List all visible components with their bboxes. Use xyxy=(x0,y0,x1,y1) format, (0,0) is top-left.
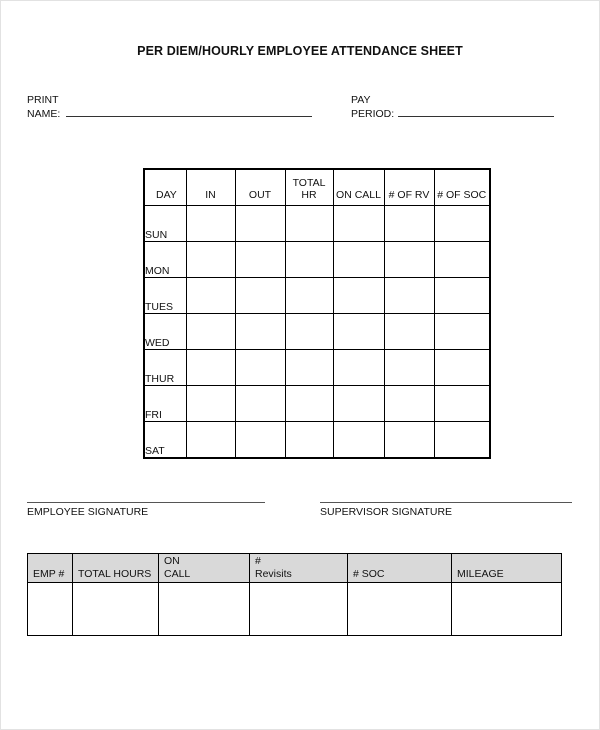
header-revisits-line1: # xyxy=(255,555,261,567)
header-mileage: MILEAGE xyxy=(452,554,562,583)
header-on-call-line1: ON xyxy=(164,555,180,567)
in-cell[interactable] xyxy=(186,386,235,422)
attendance-header-row xyxy=(144,169,490,206)
header-day: DAY xyxy=(144,169,186,206)
header-revisits xyxy=(250,554,348,583)
header-total-hr xyxy=(285,169,333,206)
attendance-table xyxy=(143,168,491,459)
on-call-cell[interactable] xyxy=(333,242,384,278)
out-cell[interactable] xyxy=(235,422,285,459)
print-name-field[interactable] xyxy=(27,94,312,121)
out-cell[interactable] xyxy=(235,242,285,278)
print-name-underline[interactable] xyxy=(66,107,312,117)
total-hr-cell[interactable] xyxy=(285,242,333,278)
in-cell[interactable] xyxy=(186,350,235,386)
out-cell[interactable] xyxy=(235,350,285,386)
soc-cell[interactable] xyxy=(434,278,490,314)
on-call-cell[interactable] xyxy=(333,350,384,386)
rv-cell[interactable] xyxy=(384,206,434,242)
in-cell[interactable] xyxy=(186,314,235,350)
on-call-cell[interactable] xyxy=(333,422,384,459)
pay-period-underline[interactable] xyxy=(398,107,554,117)
on-call-cell[interactable] xyxy=(159,583,250,636)
attendance-row-wed xyxy=(144,314,490,350)
attendance-row-sat xyxy=(144,422,490,459)
attendance-row-sun xyxy=(144,206,490,242)
page-title: PER DIEM/HOURLY EMPLOYEE ATTENDANCE SHEET xyxy=(137,44,463,58)
out-cell[interactable] xyxy=(235,314,285,350)
header-on-call: ON CALL xyxy=(333,169,384,206)
summary-table xyxy=(27,553,562,636)
revisits-cell[interactable] xyxy=(250,583,348,636)
print-name-label-line1: PRINT xyxy=(27,94,59,106)
pay-period-label-line2: PERIOD: xyxy=(351,108,395,120)
header-on-call xyxy=(159,554,250,583)
total-hr-cell[interactable] xyxy=(285,206,333,242)
soc-cell[interactable] xyxy=(434,386,490,422)
print-name-label-line2: NAME: xyxy=(27,108,61,120)
header-emp: EMP # xyxy=(28,554,73,583)
soc-cell[interactable] xyxy=(434,350,490,386)
pay-period-field[interactable] xyxy=(351,94,554,121)
total-hr-cell[interactable] xyxy=(285,350,333,386)
total-hr-cell[interactable] xyxy=(285,386,333,422)
out-cell[interactable] xyxy=(235,386,285,422)
day-label: FRI xyxy=(144,386,186,422)
soc-cell[interactable] xyxy=(434,206,490,242)
employee-signature-line[interactable] xyxy=(27,502,265,503)
day-label: MON xyxy=(144,242,186,278)
attendance-row-mon xyxy=(144,242,490,278)
rv-cell[interactable] xyxy=(384,350,434,386)
on-call-cell[interactable] xyxy=(333,206,384,242)
header-soc: # SOC xyxy=(348,554,452,583)
header-soc: # OF SOC xyxy=(434,169,490,206)
day-label: THUR xyxy=(144,350,186,386)
header-out: OUT xyxy=(235,169,285,206)
day-label: SUN xyxy=(144,206,186,242)
soc-cell[interactable] xyxy=(434,422,490,459)
supervisor-signature-label: SUPERVISOR SIGNATURE xyxy=(320,506,453,518)
header-rv: # OF RV xyxy=(384,169,434,206)
soc-cell[interactable] xyxy=(434,242,490,278)
total-hours-cell[interactable] xyxy=(73,583,159,636)
summary-input-row xyxy=(28,583,562,636)
header-in: IN xyxy=(186,169,235,206)
total-hr-cell[interactable] xyxy=(285,314,333,350)
rv-cell[interactable] xyxy=(384,314,434,350)
rv-cell[interactable] xyxy=(384,422,434,459)
mileage-cell[interactable] xyxy=(452,583,562,636)
summary-header-row xyxy=(28,554,562,583)
rv-cell[interactable] xyxy=(384,386,434,422)
header-total-hours: TOTAL HOURS xyxy=(73,554,159,583)
out-cell[interactable] xyxy=(235,206,285,242)
rv-cell[interactable] xyxy=(384,278,434,314)
header-on-call-line2: CALL xyxy=(164,568,191,580)
supervisor-signature-line[interactable] xyxy=(320,502,572,503)
pay-period-label-line1: PAY xyxy=(351,94,371,106)
in-cell[interactable] xyxy=(186,206,235,242)
total-hr-cell[interactable] xyxy=(285,422,333,459)
attendance-row-fri xyxy=(144,386,490,422)
day-label: TUES xyxy=(144,278,186,314)
attendance-row-thur xyxy=(144,350,490,386)
attendance-row-tues xyxy=(144,278,490,314)
on-call-cell[interactable] xyxy=(333,278,384,314)
out-cell[interactable] xyxy=(235,278,285,314)
soc-cell[interactable] xyxy=(348,583,452,636)
emp-cell[interactable] xyxy=(28,583,73,636)
header-total-line2: HR xyxy=(301,189,317,201)
in-cell[interactable] xyxy=(186,278,235,314)
total-hr-cell[interactable] xyxy=(285,278,333,314)
day-label: WED xyxy=(144,314,186,350)
soc-cell[interactable] xyxy=(434,314,490,350)
day-label: SAT xyxy=(144,422,186,459)
header-total-line1: TOTAL xyxy=(292,177,326,189)
on-call-cell[interactable] xyxy=(333,386,384,422)
on-call-cell[interactable] xyxy=(333,314,384,350)
header-revisits-line2: Revisits xyxy=(255,568,292,580)
in-cell[interactable] xyxy=(186,422,235,459)
in-cell[interactable] xyxy=(186,242,235,278)
rv-cell[interactable] xyxy=(384,242,434,278)
employee-signature-label: EMPLOYEE SIGNATURE xyxy=(27,506,149,518)
